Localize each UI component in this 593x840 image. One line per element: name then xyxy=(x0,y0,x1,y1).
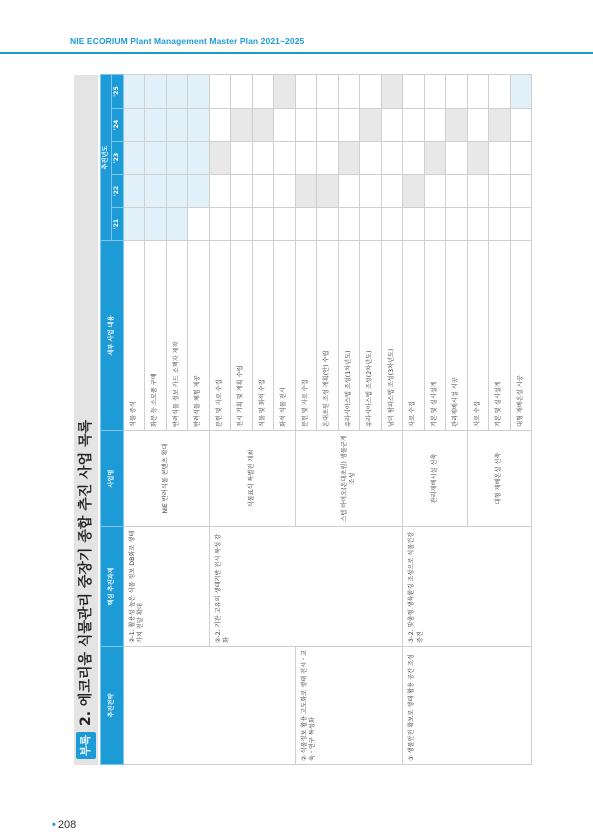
year-cell xyxy=(295,109,317,142)
year-cell xyxy=(274,142,296,175)
header-year: '24 xyxy=(112,109,123,142)
page-number-text: 208 xyxy=(57,819,77,831)
detail-cell: 식물 증식 xyxy=(123,241,145,431)
year-cell xyxy=(510,208,532,241)
bullet-icon: • xyxy=(52,819,56,831)
detail-cell: 남미 팜파스텝 조성(3차년도) xyxy=(381,241,403,431)
year-cell xyxy=(403,208,425,241)
detail-cell: 화석 식물 전시 xyxy=(274,241,296,431)
detail-cell: 온대초원 조성 계획(안) 수립 xyxy=(317,241,339,431)
year-cell xyxy=(145,74,167,108)
year-cell xyxy=(467,208,489,241)
strategy-cell: ② 식물정보 활용 고도화로 생태 전시ㆍ교육ㆍ연구 특성화 xyxy=(295,647,403,765)
section-title: 2. 에코리움 식물관리 중장기 종합 추진 사업 목록 xyxy=(78,419,94,726)
year-cell xyxy=(446,74,468,108)
detail-cell: 반려식물 체험 제공 xyxy=(188,241,210,431)
year-cell xyxy=(360,208,382,241)
year-cell xyxy=(360,109,382,142)
task-cell: ③-2. 맞춤형 생육환경 조성으로 식물건강 증진 xyxy=(403,527,532,647)
year-cell xyxy=(424,142,446,175)
year-cell xyxy=(338,175,360,208)
detail-cell: 문헌 및 자료 수집 xyxy=(209,241,231,431)
year-cell xyxy=(446,142,468,175)
header-task: 핵심 추진과제 xyxy=(101,527,124,647)
year-cell xyxy=(489,142,511,175)
year-cell xyxy=(403,109,425,142)
year-cell xyxy=(231,109,253,142)
year-cell xyxy=(424,109,446,142)
year-cell xyxy=(403,175,425,208)
year-cell xyxy=(274,74,296,108)
header-detail: 세부 사업 내용 xyxy=(101,241,124,431)
detail-cell: 유라시아스텝 조성(1차년도) xyxy=(338,241,360,431)
year-cell xyxy=(360,74,382,108)
year-cell xyxy=(360,142,382,175)
year-cell xyxy=(188,74,210,108)
year-cell xyxy=(274,208,296,241)
page-number xyxy=(52,819,76,831)
year-cell xyxy=(252,175,274,208)
detail-cell: 관리재배시설 시공 xyxy=(446,241,468,431)
year-cell xyxy=(317,175,339,208)
year-cell xyxy=(510,175,532,208)
header-year: '21 xyxy=(112,208,123,241)
header-year: '22 xyxy=(112,175,123,208)
year-cell xyxy=(403,142,425,175)
year-cell xyxy=(317,208,339,241)
task-cell: ②-1. 활용성 높은 식물 정보 DB화로 생태가치 전달 확대 xyxy=(123,527,209,647)
year-cell xyxy=(510,109,532,142)
detail-cell: 유라시아스텝 조성(2차년도) xyxy=(360,241,382,431)
year-cell xyxy=(209,74,231,108)
year-cell xyxy=(231,142,253,175)
year-cell xyxy=(489,109,511,142)
year-cell xyxy=(317,109,339,142)
detail-cell: 반려식물 정보 카드 소책자 제작 xyxy=(166,241,188,431)
year-cell xyxy=(231,208,253,241)
year-cell xyxy=(489,208,511,241)
year-cell xyxy=(338,142,360,175)
detail-cell: 자료 수집 xyxy=(403,241,425,431)
detail-cell: 전시 기획 및 계획 수립 xyxy=(231,241,253,431)
year-cell xyxy=(381,109,403,142)
year-cell xyxy=(123,208,145,241)
year-cell xyxy=(467,74,489,108)
running-header: NIE ECORIUM Plant Management Master Plan 2021~2025 xyxy=(70,36,305,46)
detail-cell: 기본 및 실시설계 xyxy=(424,241,446,431)
year-cell xyxy=(166,109,188,142)
year-cell xyxy=(446,208,468,241)
strategy-cell: ③ 생물안전 확보로 생태 활용 공간 조성 xyxy=(403,647,532,765)
year-cell xyxy=(123,74,145,108)
year-cell xyxy=(446,109,468,142)
year-cell xyxy=(209,175,231,208)
year-cell xyxy=(295,175,317,208)
year-cell xyxy=(424,175,446,208)
year-cell xyxy=(467,142,489,175)
year-cell xyxy=(338,208,360,241)
year-cell xyxy=(467,175,489,208)
detail-cell: 대형 재배온실 시공 xyxy=(510,241,532,431)
year-cell xyxy=(166,208,188,241)
year-cell xyxy=(295,74,317,108)
detail-cell: 화분 등 소모품 구매 xyxy=(145,241,167,431)
rotated-page-content xyxy=(74,75,524,765)
project-table xyxy=(100,74,532,765)
year-cell xyxy=(123,142,145,175)
year-cell xyxy=(252,74,274,108)
year-cell xyxy=(166,142,188,175)
year-cell xyxy=(403,74,425,108)
year-cell xyxy=(489,74,511,108)
year-cell xyxy=(317,74,339,108)
year-cell xyxy=(510,74,532,108)
project-cell: 식물표식 특별전 개최 xyxy=(209,431,295,527)
year-cell xyxy=(295,208,317,241)
header-strategy: 추진전략 xyxy=(101,647,124,765)
year-cell xyxy=(274,175,296,208)
project-cell: 스텝 바이오(온대초원) 생물군계 조성 xyxy=(295,431,403,527)
year-cell xyxy=(381,142,403,175)
year-cell xyxy=(424,208,446,241)
year-cell xyxy=(360,175,382,208)
year-cell xyxy=(145,142,167,175)
year-cell xyxy=(123,175,145,208)
project-cell: 대형 재배온실 신축 xyxy=(467,431,532,527)
year-cell xyxy=(166,74,188,108)
detail-cell: 자료 수집 xyxy=(467,241,489,431)
header-year: '23 xyxy=(112,142,123,175)
project-cell: 관리재배시설 신축 xyxy=(403,431,468,527)
year-cell xyxy=(381,74,403,108)
year-cell xyxy=(489,175,511,208)
year-cell xyxy=(510,142,532,175)
year-cell xyxy=(145,175,167,208)
year-cell xyxy=(231,74,253,108)
year-cell xyxy=(338,109,360,142)
year-cell xyxy=(209,208,231,241)
appendix-badge: 부록 xyxy=(76,732,96,759)
header-years-group: 추진년도 xyxy=(101,74,112,240)
detail-cell: 문헌 및 자료 수집 xyxy=(295,241,317,431)
year-cell xyxy=(467,109,489,142)
year-cell xyxy=(188,175,210,208)
year-cell xyxy=(252,109,274,142)
header-rule xyxy=(0,52,593,54)
year-cell xyxy=(295,142,317,175)
year-cell xyxy=(446,175,468,208)
year-cell xyxy=(252,142,274,175)
year-cell xyxy=(188,208,210,241)
header-project: 사업명 xyxy=(101,431,124,527)
year-cell xyxy=(381,208,403,241)
year-cell xyxy=(123,109,145,142)
detail-cell: 기본 및 실시설계 xyxy=(489,241,511,431)
project-cell: NIE 반려식물 콘텐츠 확대 xyxy=(123,431,209,527)
year-cell xyxy=(252,208,274,241)
year-cell xyxy=(188,109,210,142)
year-cell xyxy=(274,109,296,142)
year-cell xyxy=(424,74,446,108)
detail-cell: 식물 및 화석 수집 xyxy=(252,241,274,431)
section-title-bar xyxy=(74,75,98,765)
task-cell: ②-2. 기관 고유의 생태기반 전시 특성 강화 xyxy=(209,527,403,647)
year-cell xyxy=(209,142,231,175)
year-cell xyxy=(231,175,253,208)
year-cell xyxy=(338,74,360,108)
year-cell xyxy=(145,208,167,241)
year-cell xyxy=(209,109,231,142)
year-cell xyxy=(145,109,167,142)
year-cell xyxy=(317,142,339,175)
year-cell xyxy=(188,142,210,175)
header-year: '25 xyxy=(112,74,123,108)
year-cell xyxy=(381,175,403,208)
year-cell xyxy=(166,175,188,208)
